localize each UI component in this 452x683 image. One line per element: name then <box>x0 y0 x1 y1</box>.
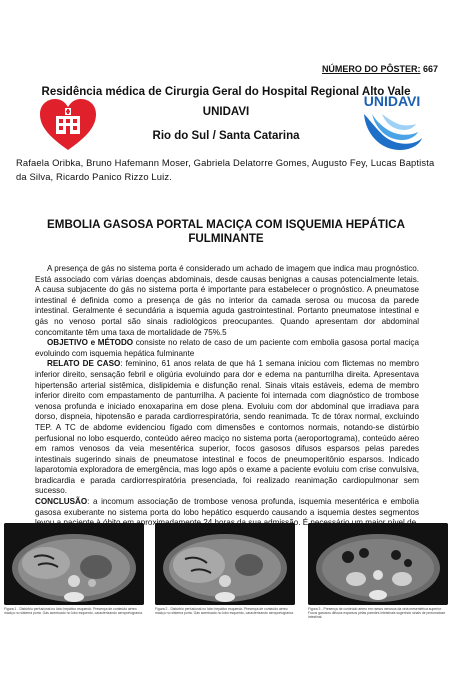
residency-title: Residência médica de Cirurgia Geral do Hospital Regional Alto Vale <box>41 86 411 98</box>
ct-scan-image-2 <box>155 523 295 605</box>
authors: Rafaela Oribka, Bruno Hafemann Moser, Gabriela Delatorre Gomes, Augusto Fey, Lucas Baptista da Silva, Ricardo Panico Rizzo Luiz. <box>16 157 435 182</box>
unidavi-logo-text: UNIDAVI <box>363 93 421 109</box>
ct-scan-image-1 <box>4 523 144 605</box>
intro-paragraph: A presença de gás no sistema porta é considerado um achado de imagem que indica mau prognóstico. Está associado com várias doenças abdominais, desde causas benignas a causas potencialmente letais. A causa subjacente do gás no sistema porta é importante para estabelecer o prognóstico. A pneumatose intestinal é definida como a presença de gás no interior da camada serosa ou mucosa da parede intestinal. Geralmente é secundária a isquemia aguda gastrointestinal. Portanto pneumatose intestinal e gás no venoso portal são sinais radiológicos preocupantes. Quando apresentam dor abdominal concomitante têm uma taxa de mortalidade de 75%.5 <box>35 264 419 337</box>
poster-number-value: 667 <box>422 64 438 74</box>
figure-2-caption: Figura 2 - Distúrbio perfusional no lobo hepático esquerdo. Presença de conteúdo aéreo maciço no sistema porta. Gás acentuado no lobo esquerdo, caracterizando aeroportograma. <box>155 607 294 615</box>
case-text: : feminino, 61 anos relata de que há 1 semana iniciou com flictemas no membro inferior direito, sensação febril e oligúria evoluindo para dor e edema na panturrilha direita. Apresentava hipertensão arterial sistêmica, dislipidemia e disfunção renal. Sinais vitais estáveis, edema de membro inferior direito com empastamento de panturrilha. A paciente foi internada com diagnóstico de trombose venosa profunda e iniciado enoxaparina em dose plena. Evoluiu com dor abdominal que irradiava para dorso, dispneia, hipotensão e parada cardiorrespiratória, sendo reanimada. Tc de tórax normal, excluindo TEP. A TC de abdome evidenciou fígado com dimensões e contornos normais, notando-se distúrbio perfusional no lobo esquerdo, conteúdo aéreo maciço no sistema porta (aeroportograma), conteúdo aéreo em ramos venosos da veia mesentérica superior, focos gasosos difusos esparsos pelas paredes intestinais sugerindo sinais de pneumatose intestinal e focos de pneumoperitônio esparsos. Indicado laparotomia exploradora de emergência, mas logo após o exame a paciente evoluiu com crise convulsiva, bradicardia e parada cardiorrespiratória presenciada, foi realizado reanimação cardiopulmonar sem sucesso. <box>35 359 419 496</box>
figure-1 <box>4 523 144 615</box>
location: Rio do Sul / Santa Catarina <box>152 130 300 142</box>
unidavi-logo <box>356 92 428 154</box>
objective-paragraph <box>35 338 419 359</box>
poster-title: EMBOLIA GASOSA PORTAL MACIÇA COM ISQUEMIA HEPÁTICA FULMINANTE <box>47 218 405 245</box>
figure-3 <box>308 523 448 619</box>
institution-name: UNIDAVI <box>202 106 250 118</box>
poster-number <box>322 64 438 74</box>
objective-text: consiste no relato de caso de um paciente com embolia gasosa portal maciça evoluindo com isquemia hepática fulminante <box>35 338 419 358</box>
figure-3-caption: Figura 3 - Presença de conteúdo aéreo em ramos venosos da veia mesentérica superior. Focos gasosos difusos esparsos pelas paredes intestinais sugerindo sinais de pneumatose intestinal. <box>308 607 446 619</box>
conclusion-label: CONCLUSÃO <box>35 497 88 507</box>
figures-row <box>4 523 448 623</box>
poster-number-label: NÚMERO DO PÔSTER: <box>321 64 421 74</box>
conclusion-text: : a incomum associação de trombose venosa profunda, isquemia mesentérica e embolia gasosa exuberante no sistema porta do lobo hepático esquerdo causando a isquemia destes segmentos É <box>35 497 419 528</box>
figure-2 <box>155 523 295 615</box>
figure-1-caption: Figura 1 - Distúrbio perfusional no lobo hepático esquerdo. Presença de conteúdo aéreo maciço no sistema porta. Gás acentuado no lobo esquerdo, caracterizando aeroportograma. <box>4 607 143 615</box>
case-label: RELATO DE CASO <box>47 359 121 369</box>
hospital-heart-logo <box>38 98 98 152</box>
poster-body <box>35 264 419 529</box>
objective-label: OBJETIVO e MÉTODO <box>47 338 134 348</box>
ct-scan-image-3 <box>308 523 448 605</box>
case-paragraph <box>35 359 419 497</box>
